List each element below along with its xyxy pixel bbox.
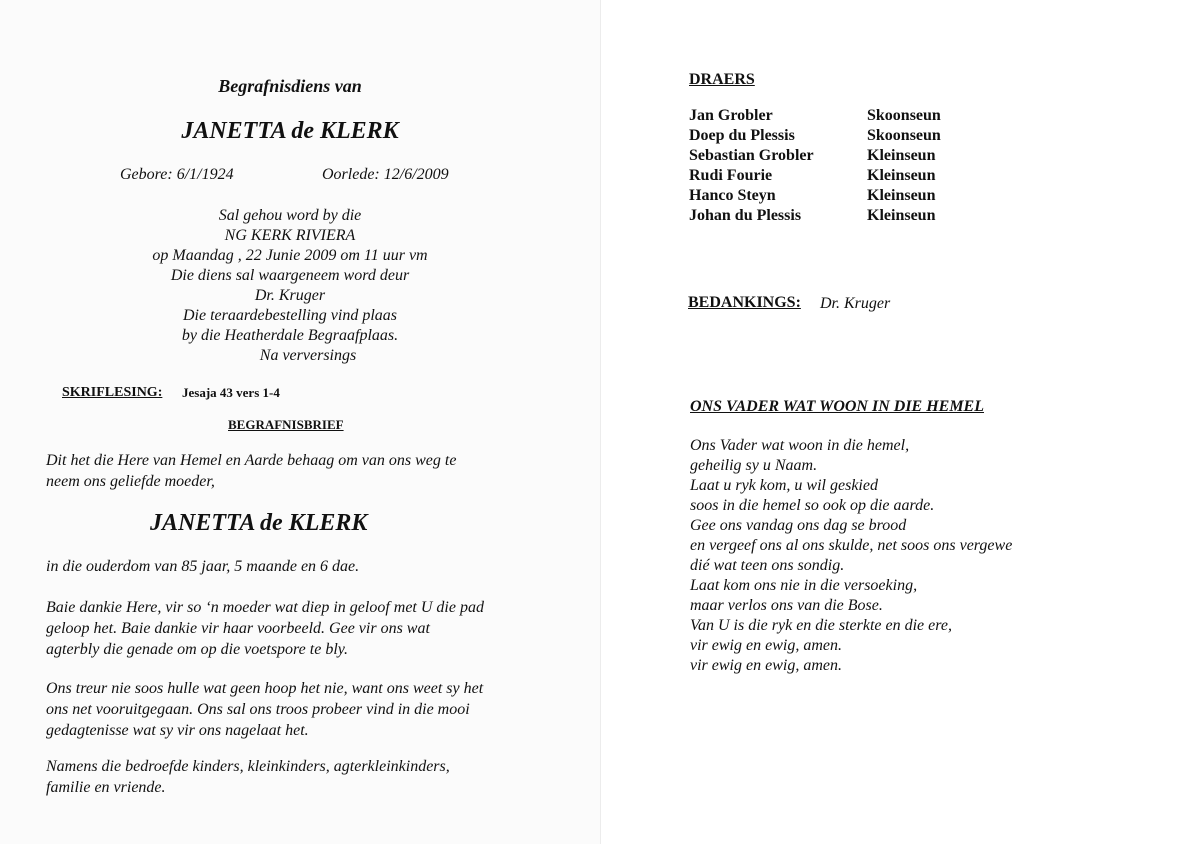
birth-date: Gebore: 6/1/1924 xyxy=(120,166,234,183)
thanks-paragraph xyxy=(46,597,546,660)
service-line: by die Heatherdale Begraafplaas. xyxy=(181,327,399,344)
thanks-label: BEDANKINGS: xyxy=(688,294,801,311)
service-line: Die diens sal waargeneem word deur xyxy=(170,267,410,284)
service-heading: Begrafnisdiens van xyxy=(218,76,362,96)
prayer-line: vir ewig en ewig, amen. xyxy=(690,657,842,674)
carriers-title: DRAERS xyxy=(689,71,755,88)
carrier-relation: Kleinseun xyxy=(867,167,936,184)
letter-line: Dit het die Here van Hemel en Aarde behaag om van ons weg te xyxy=(46,452,457,469)
service-line: Na verversings xyxy=(259,347,357,364)
prayer-line: Gee ons vandag ons dag se brood xyxy=(690,517,907,534)
service-line: Sal gehou word by die xyxy=(218,207,362,224)
service-line: op Maandag , 22 Junie 2009 om 11 uur vm xyxy=(152,247,428,264)
service-details xyxy=(0,206,580,366)
carrier-name: Sebastian Grobler xyxy=(689,147,814,164)
carrier-name: Johan du Plessis xyxy=(689,207,802,224)
carrier-relation: Kleinseun xyxy=(867,207,936,224)
deceased-name: JANETTA de KLERK xyxy=(181,118,399,144)
paragraph-line: Baie dankie Here, vir so ‘n moeder wat diep in geloof met U die pad xyxy=(46,599,484,616)
service-line: NG KERK RIVIERA xyxy=(224,227,356,244)
carrier-name: Hanco Steyn xyxy=(689,187,776,204)
letter-line: neem ons geliefde moeder, xyxy=(46,473,215,490)
prayer-line: en vergeef ons al ons skulde, net soos ons vergewe xyxy=(690,537,1013,554)
prayer-text xyxy=(690,436,1012,676)
prayer-line: Ons Vader wat woon in die hemel, xyxy=(690,437,910,454)
carrier-relation: Skoonseun xyxy=(867,127,941,144)
carrier-name: Rudi Fourie xyxy=(689,167,773,184)
prayer-line: Laat u ryk kom, u wil geskied xyxy=(690,477,878,494)
signoff-line: Namens die bedroefde kinders, kleinkinders, agterkleinkinders, xyxy=(46,758,450,775)
prayer-line: vir ewig en ewig, amen. xyxy=(690,637,842,654)
prayer-line: Laat kom ons nie in die versoeking, xyxy=(690,577,918,594)
scripture-reference: Jesaja 43 vers 1-4 xyxy=(182,385,280,400)
letter-title: BEGRAFNISBRIEF xyxy=(228,417,344,432)
thanks-value: Dr. Kruger xyxy=(820,295,891,312)
death-date: Oorlede: 12/6/2009 xyxy=(322,166,449,183)
carrier-relation: Kleinseun xyxy=(867,187,936,204)
carrier-name: Doep du Plessis xyxy=(689,127,795,144)
prayer-line: soos in die hemel so ook op die aarde. xyxy=(690,497,935,514)
scripture-label: SKRIFLESING: xyxy=(62,385,163,400)
prayer-line: maar verlos ons van die Bose. xyxy=(690,597,883,614)
letter-intro xyxy=(46,450,546,492)
age-line: in die ouderdom van 85 jaar, 5 maande en 6 dae. xyxy=(46,558,360,575)
signoff-line: familie en vriende. xyxy=(46,779,166,796)
paragraph-line: Ons treur nie soos hulle wat geen hoop het nie, want ons weet sy het xyxy=(46,680,484,697)
carrier-relation: Kleinseun xyxy=(867,147,936,164)
carrier-name: Jan Grobler xyxy=(689,107,773,124)
paragraph-line: gedagtenisse wat sy vir ons nagelaat het. xyxy=(46,722,309,739)
signoff xyxy=(46,756,546,798)
paragraph-line: agterbly die genade om op die voetspore te bly. xyxy=(46,641,348,658)
service-line: Dr. Kruger xyxy=(254,287,326,304)
prayer-line: dié wat teen ons sondig. xyxy=(690,557,845,574)
prayer-title: ONS VADER WAT WOON IN DIE HEMEL xyxy=(690,398,984,415)
letter-deceased-name: JANETTA de KLERK xyxy=(150,510,368,536)
paragraph-line: geloop het. Baie dankie vir haar voorbeeld. Gee vir ons wat xyxy=(46,620,430,637)
grief-paragraph xyxy=(46,678,546,741)
service-line: Die teraardebestelling vind plaas xyxy=(182,307,398,324)
paragraph-line: ons net vooruitgegaan. Ons sal ons troos probeer vind in die mooi xyxy=(46,701,470,718)
prayer-line: Van U is die ryk en die sterkte en die ere, xyxy=(690,617,952,634)
prayer-line: geheilig sy u Naam. xyxy=(690,457,818,474)
carrier-relation: Skoonseun xyxy=(867,107,941,124)
page-fold-divider xyxy=(600,0,601,844)
